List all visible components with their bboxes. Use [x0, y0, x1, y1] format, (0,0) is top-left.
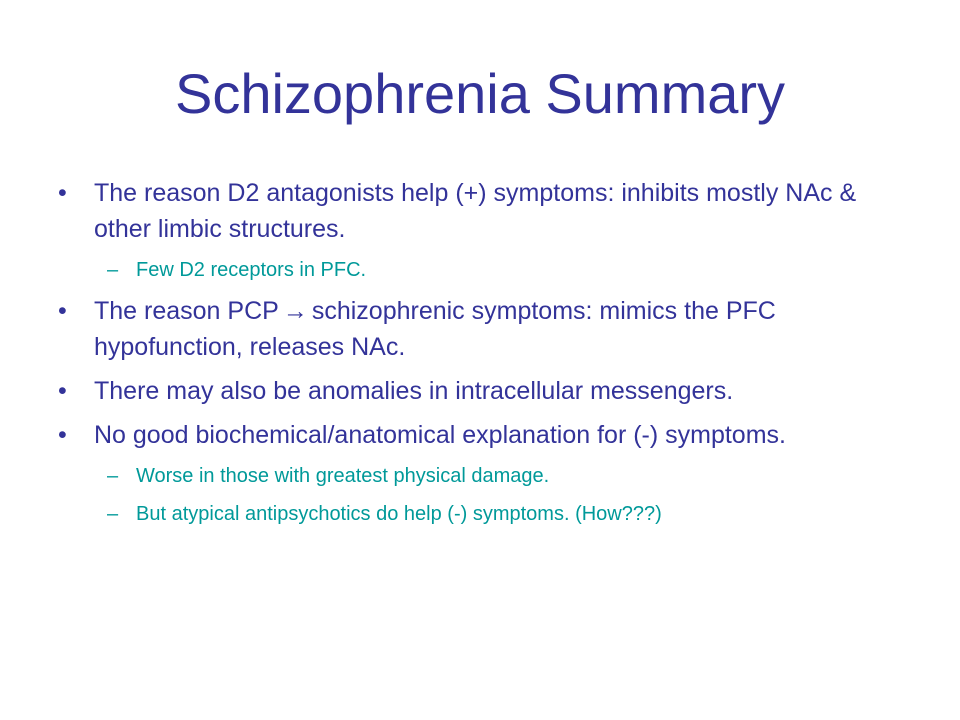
bullet-item — [58, 175, 918, 247]
slide-title: Schizophrenia Summary — [174, 62, 786, 125]
dash-marker: – — [107, 259, 119, 281]
sub-bullet-text: Worse in those with greatest physical damage. — [136, 465, 550, 487]
sub-bullet-item — [58, 461, 918, 491]
bullet-text: There may also be anomalies in intracellular messengers. — [94, 377, 734, 405]
bullet-text-after: schizophrenic symptoms: mimics the PFC hypofunction, releases NAc. — [94, 297, 776, 361]
bullet-marker: • — [58, 179, 67, 207]
bullet-item — [58, 417, 918, 453]
bullet-marker: • — [58, 297, 67, 325]
sub-bullet-text: Few D2 receptors in PFC. — [136, 259, 367, 281]
bullet-text: The reason D2 antagonists help (+) symptoms: inhibits mostly NAc & other limbic structures. — [94, 179, 857, 243]
dash-marker: – — [107, 503, 119, 525]
dash-marker: – — [107, 465, 119, 487]
sub-bullet-text: But atypical antipsychotics do help (-) symptoms. (How???) — [136, 503, 662, 525]
bullet-item — [58, 373, 918, 409]
sub-bullet-item — [58, 255, 918, 285]
right-arrow-icon: → — [282, 297, 308, 325]
slide-body — [58, 175, 918, 537]
bullet-text-before: The reason PCP — [94, 297, 279, 325]
bullet-marker: • — [58, 377, 67, 405]
bullet-marker: • — [58, 421, 67, 449]
bullet-item — [58, 293, 918, 365]
sub-bullet-item — [58, 499, 918, 529]
bullet-text: No good biochemical/anatomical explanation for (-) symptoms. — [94, 421, 786, 449]
